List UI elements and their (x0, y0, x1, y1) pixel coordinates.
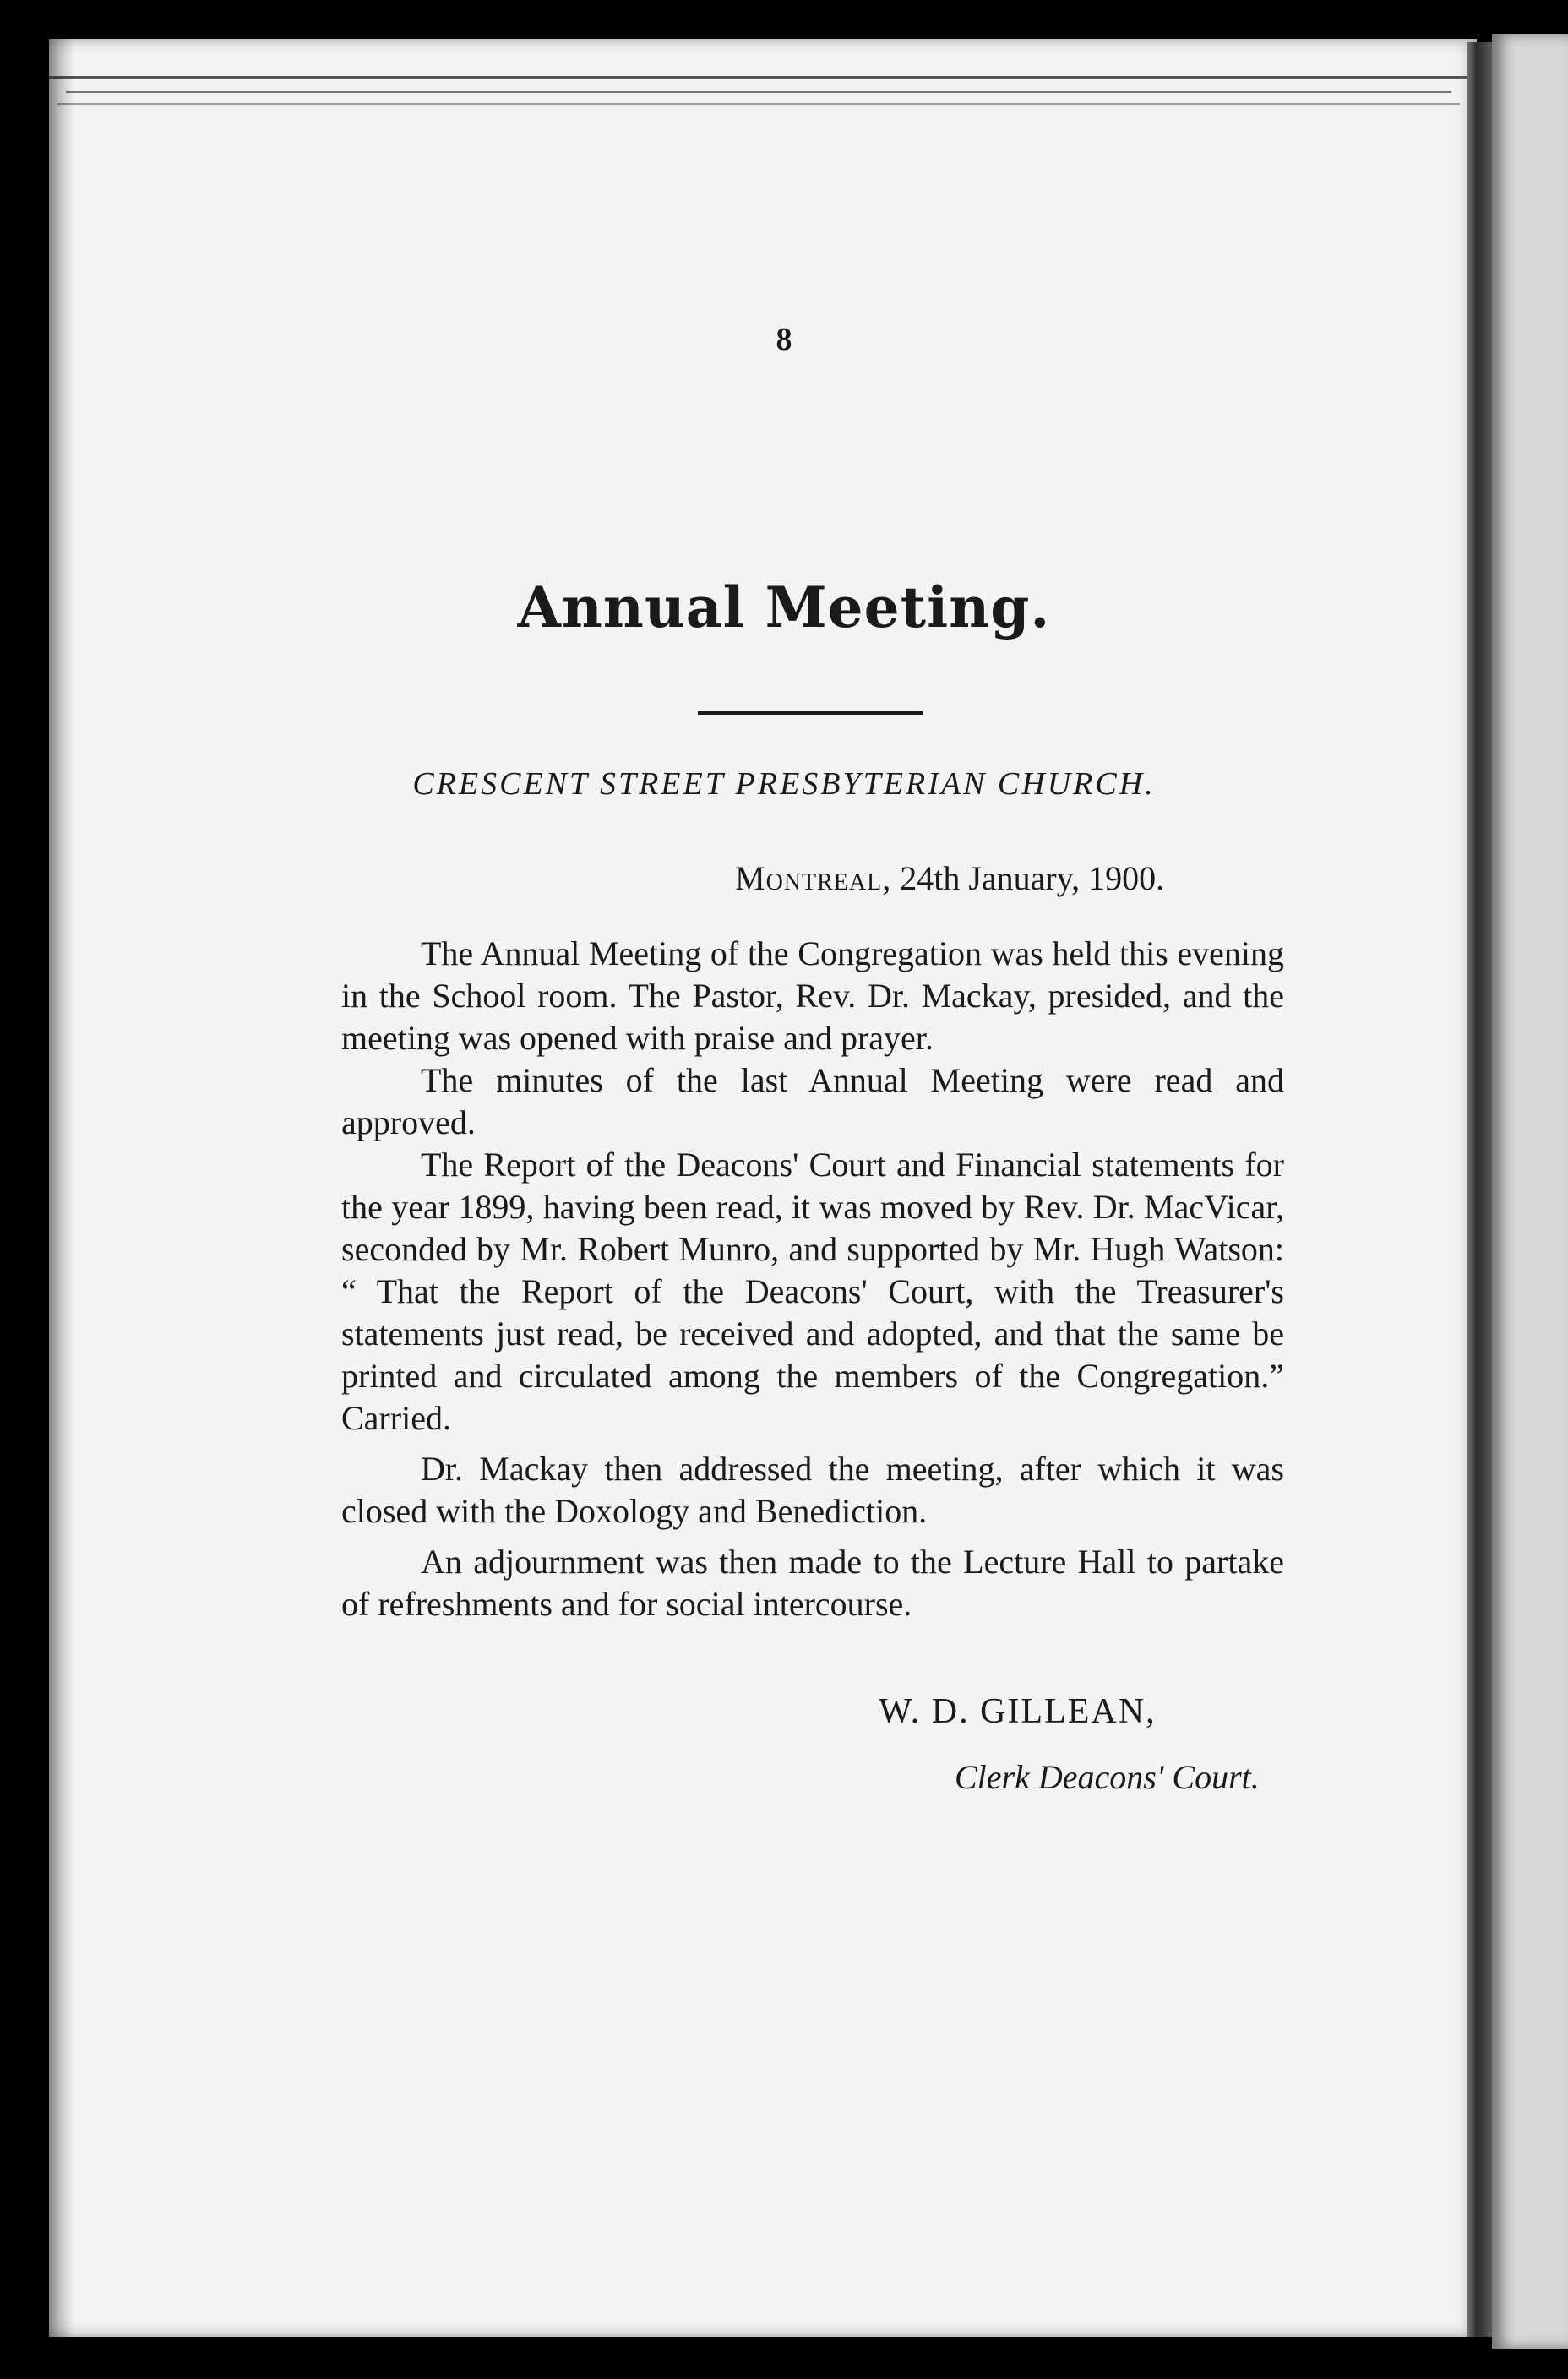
dateline-place: Montreal, (735, 859, 892, 897)
page-number: 8 (776, 322, 792, 357)
signatory-name: W. D. GILLEAN, (879, 1692, 1157, 1731)
adjacent-page-edge (1492, 34, 1568, 2349)
title-rule (698, 711, 923, 715)
paragraph: The minutes of the last Annual Meeting were read and approved. (341, 1061, 1284, 1141)
page-edge-line (57, 103, 1460, 105)
paragraph: The Report of the Deacons' Court and Financial statements for the year 1899, having been read, it was moved by Rev. Dr. MacVicar, seconded by Mr. Robert Munro, and supported by Mr. Hugh Watson: “ That the Report of the Deacons' Court, with the Treasurer's statements just read, be received and adopted, and that the same be printed and circulated among the members of the Congregation.” Carried. (341, 1146, 1284, 1437)
dateline (735, 858, 1164, 898)
page-edge-line (66, 91, 1451, 93)
book-spine (1467, 42, 1492, 2337)
paragraph: Dr. Mackay then addressed the meeting, after which it was closed with the Doxology and Benediction. (341, 1450, 1284, 1530)
paragraph: An adjournment was then made to the Lecture Hall to partake of refreshments and for social intercourse. (341, 1543, 1284, 1623)
page-edge-line (49, 76, 1477, 79)
paragraph: The Annual Meeting of the Congregation was held this evening in the School room. The Pastor, Rev. Dr. Mackay, presided, and the meeting was opened with praise and prayer. (341, 934, 1284, 1057)
church-name: CRESCENT STREET PRESBYTERIAN CHURCH. (412, 766, 1156, 802)
signatory-office: Clerk Deacons' Court. (955, 1758, 1260, 1796)
dateline-date: 24th January, 1900. (900, 859, 1165, 897)
document-title: Annual Meeting. (517, 574, 1051, 640)
page-shadow (49, 39, 74, 2337)
minutes-body (341, 933, 1284, 1625)
